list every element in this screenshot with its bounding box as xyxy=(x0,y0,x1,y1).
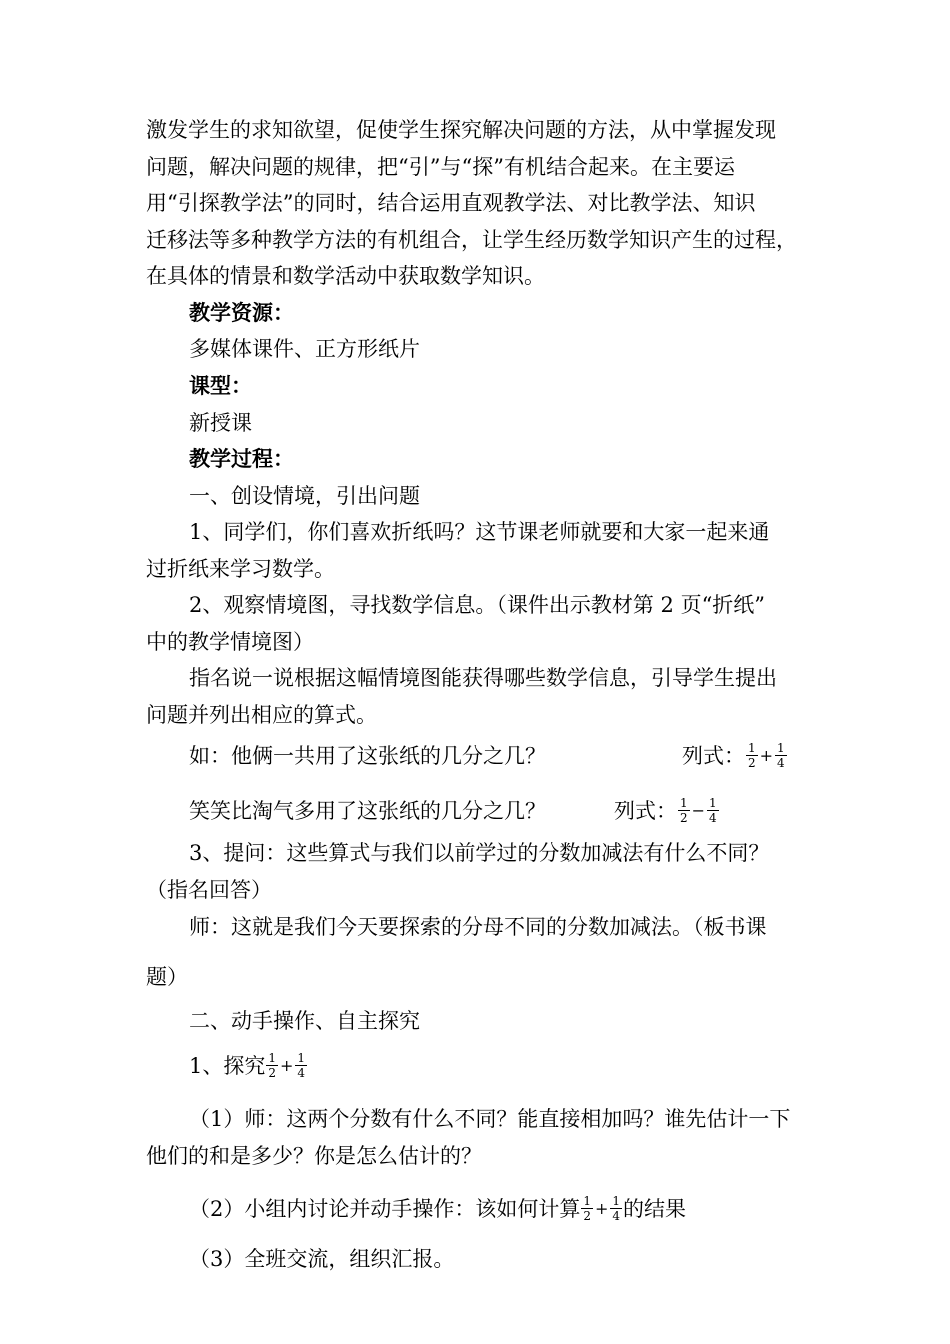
plus-sign: + xyxy=(595,1198,609,1218)
sub2-prefix: （2）小组内讨论并动手操作：该如何计算 xyxy=(189,1197,581,1221)
fraction-half: $\frac{1}{2}$ xyxy=(583,1194,591,1223)
fraction-quarter: $\frac{1}{4}$ xyxy=(777,741,785,770)
text-line: 用“引探教学法”的同时，结合运用直观教学法、对比教学法、知识 xyxy=(146,191,756,215)
minus-sign: − xyxy=(691,800,706,820)
item2-line: 中的教学情境图） xyxy=(146,630,314,654)
teacher-line: 师：这就是我们今天要探索的分母不同的分数加减法。（板书课 xyxy=(189,915,767,939)
type-text: 新授课 xyxy=(189,411,252,435)
fraction-half: $\frac{1}{2}$ xyxy=(748,741,756,770)
sub2-suffix: 的结果 xyxy=(623,1197,687,1221)
item2b-line: 指名说一说根据这幅情境图能获得哪些数学信息，引导学生提出 xyxy=(189,666,777,690)
example2-label: 列式： xyxy=(614,799,677,823)
text-line: 在具体的情景和数学活动中获取数学知识。 xyxy=(146,264,545,288)
section2-title: 二、动手操作、自主探究 xyxy=(189,1009,420,1033)
sub2-line xyxy=(189,1195,686,1225)
text-line: 问题，解决问题的规律，把“引”与“探”有机结合起来。在主要运 xyxy=(146,155,735,179)
example2-formula xyxy=(614,797,720,827)
teacher-line: 题） xyxy=(146,965,188,989)
resources-heading: 教学资源： xyxy=(189,300,294,325)
fraction-half: $\frac{1}{2}$ xyxy=(680,796,688,825)
text-line: 迁移法等多种教学方法的有机组合，让学生经历数学知识产生的过程， xyxy=(146,228,797,252)
sub3-line: （3）全班交流，组织汇报。 xyxy=(189,1247,455,1271)
item1-line: 过折纸来学习数学。 xyxy=(146,557,335,581)
sub1-line: （1）师：这两个分数有什么不同？能直接相加吗？谁先估计一下 xyxy=(189,1107,791,1131)
fraction-quarter: $\frac{1}{4}$ xyxy=(709,796,717,825)
fraction-quarter: $\frac{1}{4}$ xyxy=(612,1194,621,1223)
example1-text: 如：他俩一共用了这张纸的几分之几？ xyxy=(189,744,546,768)
type-heading: 课型： xyxy=(189,373,252,398)
item2b-line: 问题并列出相应的算式。 xyxy=(146,703,377,727)
fraction-half: $\frac{1}{2}$ xyxy=(268,1051,277,1080)
item3-line: 3、提问：这些算式与我们以前学过的分数加减法有什么不同？ xyxy=(189,841,770,865)
explore-line xyxy=(189,1052,308,1082)
item2-line: 2、观察情境图，寻找数学信息。（课件出示教材第 2 页“折纸” xyxy=(189,593,766,617)
example2-text: 笑笑比淘气多用了这张纸的几分之几？ xyxy=(189,799,546,823)
text-line: 激发学生的求知欲望，促使学生探究解决问题的方法，从中掌握发现 xyxy=(146,118,776,142)
example1-formula xyxy=(682,742,788,772)
section1-title: 一、创设情境，引出问题 xyxy=(189,484,420,508)
fraction-quarter: $\frac{1}{4}$ xyxy=(297,1051,306,1080)
process-heading: 教学过程： xyxy=(189,446,294,471)
sub1-line: 他们的和是多少？你是怎么估计的？ xyxy=(146,1144,482,1168)
item3-line: （指名回答） xyxy=(146,878,272,902)
plus-sign: + xyxy=(759,745,774,765)
example1-label: 列式： xyxy=(682,744,745,768)
item1-line: 1、同学们，你们喜欢折纸吗？这节课老师就要和大家一起来通 xyxy=(189,520,770,544)
explore-prefix: 1、探究 xyxy=(189,1054,266,1078)
plus-sign: + xyxy=(280,1055,294,1075)
resources-text: 多媒体课件、正方形纸片 xyxy=(189,337,420,361)
